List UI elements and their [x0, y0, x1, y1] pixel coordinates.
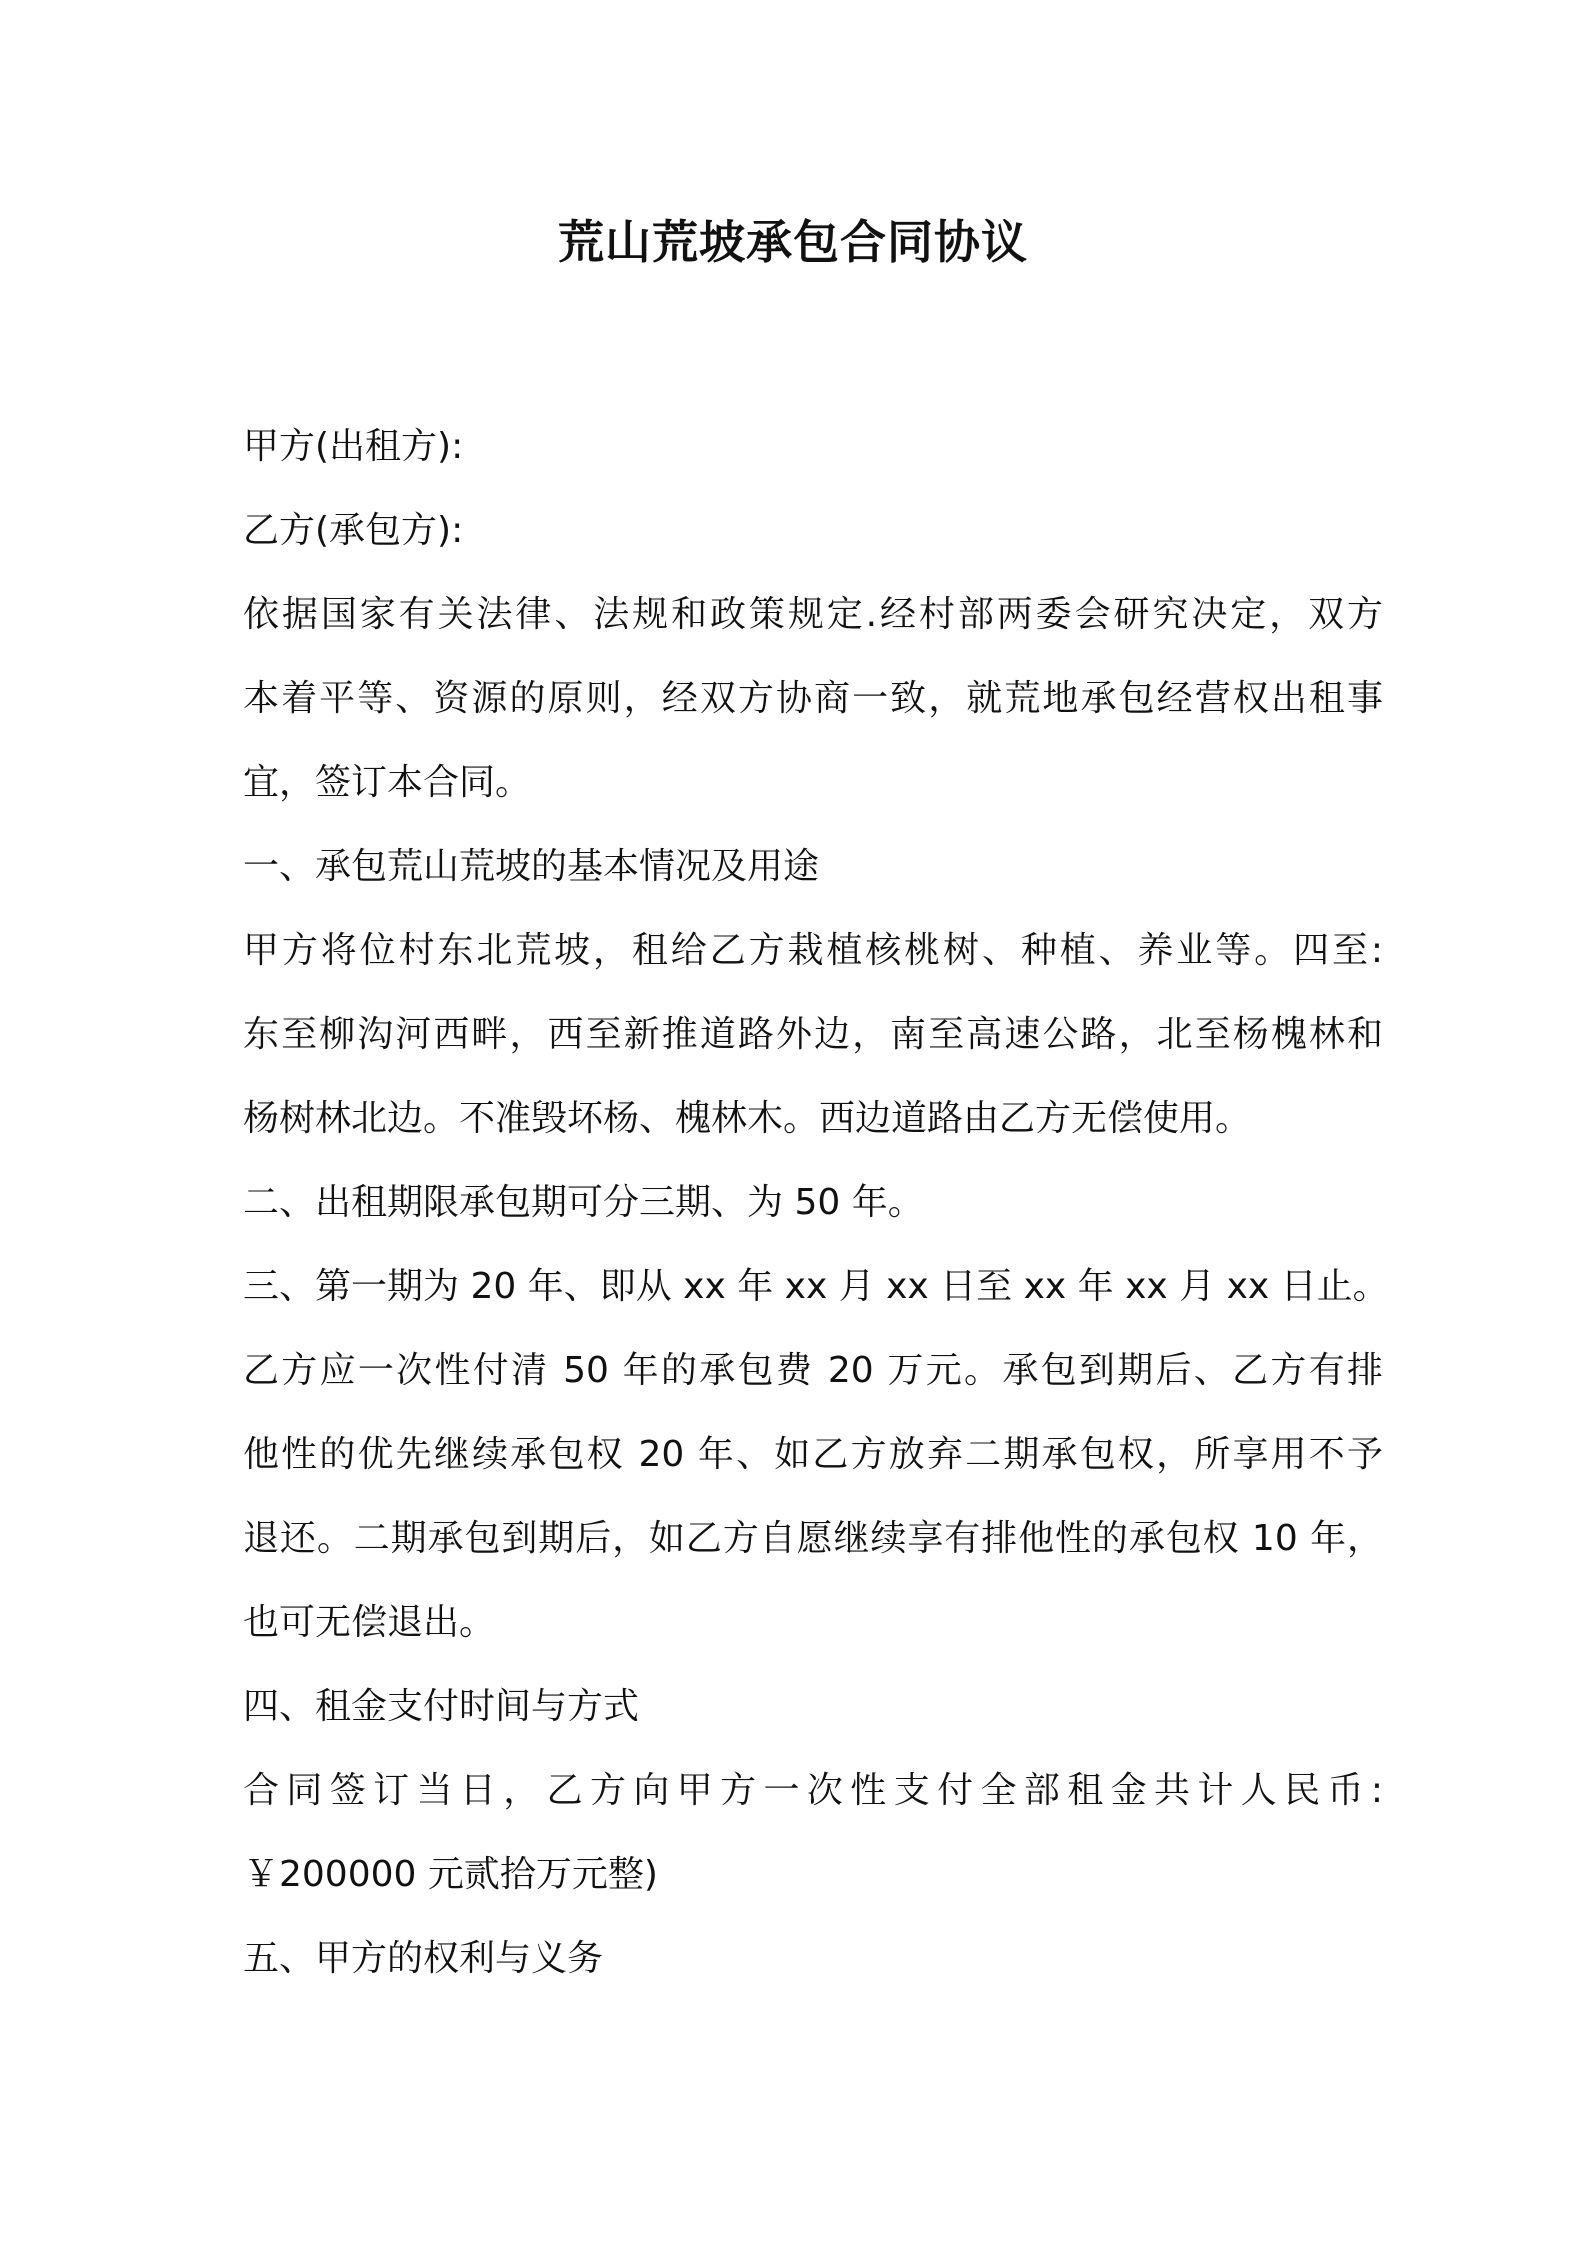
section-3-line: 他性的优先继续承包权 20 年、如乙方放弃二期承包权，所享用不予	[243, 1434, 1383, 1475]
party-a-line: 甲方(出租方):	[243, 426, 464, 467]
section-1-line: 东至柳沟河西畔，西至新推道路外边，南至高速公路，北至杨槐林和	[243, 1014, 1383, 1055]
preamble-line: 依据国家有关法律、法规和政策规定.经村部两委会研究决定，双方	[243, 594, 1383, 635]
section-3-line: 三、第一期为 20 年、即从 xx 年 xx 月 xx 日至 xx 年 xx 月 xx 日止。	[243, 1266, 1389, 1307]
section-heading-1: 一、承包荒山荒坡的基本情况及用途	[243, 846, 820, 887]
section-3-line: 也可无偿退出。	[243, 1602, 496, 1643]
section-1-line: 杨树林北边。不准毁坏杨、槐林木。西边道路由乙方无偿使用。	[243, 1098, 1252, 1139]
document-body	[243, 405, 1389, 2001]
section-heading-2: 二、出租期限承包期可分三期、为 50 年。	[243, 1182, 924, 1223]
section-3-line: 乙方应一次性付清 50 年的承包费 20 万元。承包到期后、乙方有排	[243, 1350, 1383, 1391]
section-4-line: ￥200000 元贰拾万元整)	[243, 1854, 658, 1895]
preamble-line: 本着平等、资源的原则，经双方协商一致，就荒地承包经营权出租事	[243, 678, 1383, 719]
preamble-line: 宜，签订本合同。	[243, 762, 532, 803]
section-heading-4: 四、租金支付时间与方式	[243, 1686, 640, 1727]
section-1-line: 甲方将位村东北荒坡，租给乙方栽植核桃树、种植、养业等。四至:	[243, 930, 1383, 971]
document-title: 荒山荒坡承包合同协议	[558, 215, 1028, 269]
party-b-line: 乙方(承包方):	[243, 510, 464, 551]
section-heading-5: 五、甲方的权利与义务	[243, 1938, 604, 1979]
section-4-line: 合同签订当日，乙方向甲方一次性支付全部租金共计人民币:	[243, 1770, 1383, 1811]
section-3-line: 退还。二期承包到期后，如乙方自愿继续享有排他性的承包权 10 年，	[243, 1518, 1383, 1559]
